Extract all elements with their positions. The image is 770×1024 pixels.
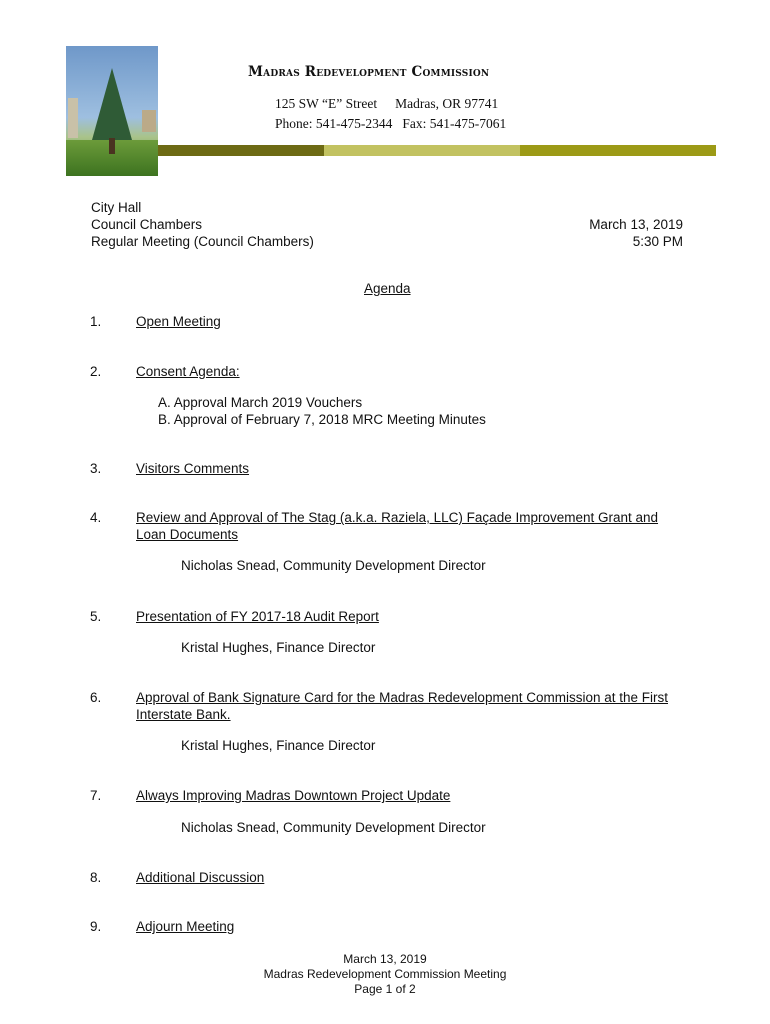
header-bar-dark (158, 145, 324, 156)
location-line: Regular Meeting (Council Chambers) (91, 234, 314, 249)
item-title: Open Meeting (136, 314, 221, 329)
item-title: Review and Approval of The Stag (a.k.a. Raziela, LLC) Façade Improvement Grant and Loan Documents (136, 510, 659, 542)
building-shape (142, 110, 156, 132)
presenter: Kristal Hughes, Finance Director (181, 738, 376, 753)
building-shape (68, 98, 78, 138)
header-bar-light (324, 145, 520, 156)
header-photo (66, 46, 158, 176)
sub-item: A. Approval March 2019 Vouchers (158, 395, 363, 410)
item-number: 2. (90, 364, 102, 379)
item-title: Additional Discussion (136, 870, 265, 885)
meeting-date: March 13, 2019 (589, 217, 683, 232)
presenter: Nicholas Snead, Community Development Director (181, 820, 486, 835)
meeting-time: 5:30 PM (632, 234, 683, 249)
footer-title: Madras Redevelopment Commission Meeting (263, 967, 507, 981)
agenda-heading: Agenda (364, 281, 411, 296)
page-footer (0, 952, 770, 997)
presenter: Nicholas Snead, Community Development Director (181, 558, 486, 573)
address-city: Madras, OR 97741 (395, 96, 499, 111)
location-line: City Hall (91, 200, 142, 215)
item-title: Presentation of FY 2017-18 Audit Report (136, 609, 379, 624)
tree-icon (92, 68, 132, 140)
item-number: 1. (90, 314, 102, 329)
item-number: 8. (90, 870, 102, 885)
meeting-location (91, 199, 314, 250)
footer-date: March 13, 2019 (343, 952, 427, 966)
organization-name: Madras Redevelopment Commission (248, 64, 490, 80)
item-number: 4. (90, 510, 102, 525)
item-title: Visitors Comments (136, 461, 250, 476)
item-number: 7. (90, 788, 102, 803)
tree-trunk (109, 138, 115, 154)
contact-line (275, 116, 506, 132)
page-number: Page 1 of 2 (354, 982, 416, 996)
item-title: Adjourn Meeting (136, 919, 235, 934)
header-bar-mid (520, 145, 716, 156)
item-number: 6. (90, 690, 102, 705)
fax-number: Fax: 541-475-7061 (402, 116, 507, 131)
item-title: Always Improving Madras Downtown Project Update (136, 788, 451, 803)
address-street: 125 SW “E” Street (275, 96, 378, 111)
meeting-datetime (589, 216, 683, 250)
address-line (275, 96, 498, 112)
item-title: Consent Agenda: (136, 364, 240, 379)
presenter: Kristal Hughes, Finance Director (181, 640, 376, 655)
item-number: 5. (90, 609, 102, 624)
sub-item: B. Approval of February 7, 2018 MRC Meeting Minutes (158, 412, 486, 427)
location-line: Council Chambers (91, 217, 203, 232)
item-number: 3. (90, 461, 102, 476)
phone-number: Phone: 541-475-2344 (275, 116, 393, 131)
item-title: Approval of Bank Signature Card for the Madras Redevelopment Commission at the First Interstate Bank. (136, 690, 668, 722)
item-number: 9. (90, 919, 102, 934)
